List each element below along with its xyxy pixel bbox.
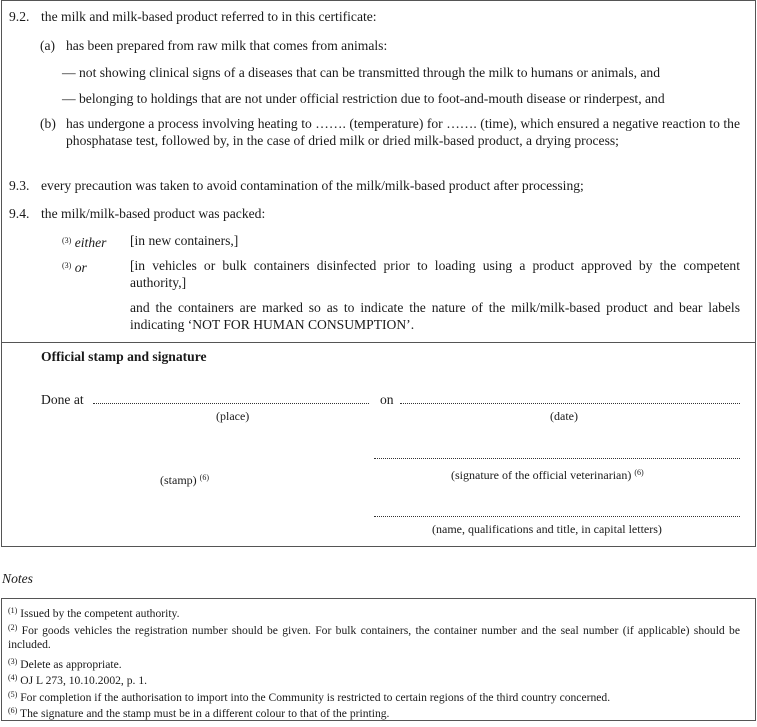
clause-9-2-b-text: has undergone a process involving heating to ……. (temperature) for ……. (time), which ensured a negative reaction to the phosphatase test, followed by, in the case of dried milk or dried milk-based product, a drying process; — [66, 116, 740, 148]
note-ref: (5) — [8, 690, 18, 699]
place-field-line[interactable] — [93, 403, 369, 404]
clause-9-3-number: 9.3. — [9, 178, 30, 193]
place-caption: (place) — [216, 409, 250, 423]
footnote-ref-3: (3) — [62, 236, 72, 245]
option-or-marker — [62, 257, 87, 276]
notes-heading: Notes — [2, 571, 33, 586]
footnote-ref-6: (6) — [199, 473, 209, 482]
note-ref: (1) — [8, 606, 18, 615]
clause-9-2-a-dash1: — not showing clinical signs of a diseases that can be transmitted through the milk to humans or animals, and — [62, 65, 661, 80]
clause-9-2-b-label: (b) — [40, 116, 56, 131]
done-at-label: Done at — [41, 392, 84, 407]
note-2 — [8, 621, 740, 651]
signature-caption — [451, 466, 644, 482]
note-text: For goods vehicles the registration number should be given. For bulk containers, the container number and the seal number (if applicable) should be included. — [8, 624, 740, 651]
clause-9-4-text: the milk/milk-based product was packed: — [41, 206, 266, 221]
option-either-marker — [62, 232, 106, 251]
note-ref: (2) — [8, 623, 18, 632]
note-text: OJ L 273, 10.10.2002, p. 1. — [20, 674, 148, 687]
note-text: Delete as appropriate. — [20, 658, 122, 671]
stamp-caption — [160, 471, 209, 487]
note-1 — [8, 604, 180, 621]
date-field-line[interactable] — [400, 403, 740, 404]
footnote-ref-3: (3) — [62, 261, 72, 270]
note-ref: (3) — [8, 657, 18, 666]
option-or-word: or — [74, 260, 87, 275]
clause-9-2-number: 9.2. — [9, 9, 30, 24]
note-text: Issued by the competent authority. — [20, 607, 180, 620]
note-ref: (6) — [8, 706, 18, 715]
clause-9-2-a-text: has been prepared from raw milk that comes from animals: — [66, 38, 388, 53]
on-label: on — [380, 392, 394, 407]
clause-9-2-a-dash2: — belonging to holdings that are not under official restriction due to foot-and-mouth disease or rinderpest, and — [62, 91, 665, 106]
signature-field-line[interactable] — [374, 458, 740, 459]
option-or-text: [in vehicles or bulk containers disinfected prior to loading using a product approved by the competent authority,] — [130, 258, 740, 290]
signature-caption-text: (signature of the official veterinarian) — [451, 468, 632, 482]
note-ref: (4) — [8, 673, 18, 682]
container-marking-text: and the containers are marked so as to indicate the nature of the milk/milk-based product and bear labels indicating ‘NOT FOR HUMAN CONSUMPTION’. — [130, 300, 740, 332]
note-3 — [8, 655, 122, 672]
clause-9-2-a-label: (a) — [40, 38, 56, 53]
clause-9-3-text: every precaution was taken to avoid contamination of the milk/milk-based product after processing; — [41, 178, 584, 193]
name-caption: (name, qualifications and title, in capital letters) — [432, 522, 662, 536]
date-caption: (date) — [550, 409, 578, 423]
clause-9-4-number: 9.4. — [9, 206, 30, 221]
signature-heading: Official stamp and signature — [41, 349, 207, 364]
option-either-word: either — [74, 235, 107, 250]
note-4 — [8, 671, 147, 688]
note-5 — [8, 688, 610, 705]
note-text: For completion if the authorisation to import into the Community is restricted to certain regions of the third country concerned. — [20, 691, 611, 704]
name-field-line[interactable] — [374, 516, 740, 517]
stamp-caption-text: (stamp) — [160, 473, 197, 487]
note-6 — [8, 704, 389, 721]
clause-9-2-text: the milk and milk-based product referred to in this certificate: — [41, 9, 377, 24]
footnote-ref-6: (6) — [634, 468, 644, 477]
option-either-text: [in new containers,] — [130, 233, 239, 248]
note-text: The signature and the stamp must be in a different colour to that of the printing. — [20, 707, 390, 720]
